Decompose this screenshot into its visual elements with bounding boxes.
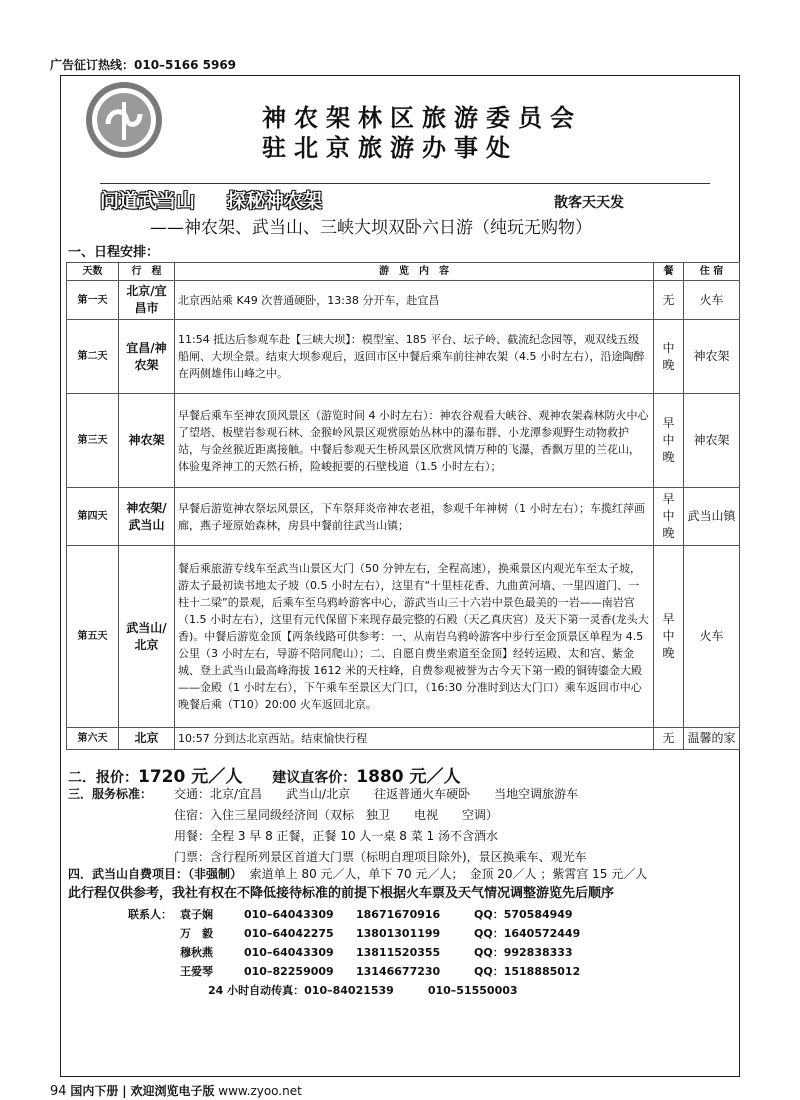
lodging-cell: 火车 bbox=[684, 546, 740, 728]
day-cell: 第四天 bbox=[67, 488, 119, 546]
contact-tel: 010–64043309 bbox=[244, 908, 334, 921]
content-cell: 11:54 抵达后参观车赴【三峡大坝】：模型室、185 平台、坛子岭、截流纪念园等，观双线五级船闸、大坝全景。结束大坝参观后，返回市区中餐后乘车前往神农架（4.5 小时左右），沿途陶醉在两侧雄伟山峰之中。 bbox=[175, 320, 654, 394]
contact-mobile: 13801301199 bbox=[356, 927, 441, 940]
org-name-line1: 神农架林区旅游委员会 bbox=[262, 104, 582, 132]
route-cell: 神农架 bbox=[119, 394, 175, 488]
day-cell: 第二天 bbox=[67, 320, 119, 394]
contact-qq: QQ：570584949 bbox=[474, 908, 573, 921]
route-cell: 北京/宜昌市 bbox=[119, 281, 175, 320]
self-pay-text: 索道单上 80 元／人，单下 70 元／人； 金顶 20／人 ；紫霄宫 15 元／人 bbox=[249, 867, 648, 881]
itinerary-table bbox=[66, 262, 740, 750]
lodging-cell: 神农架 bbox=[684, 320, 740, 394]
service-lodging: 住宿：入住三星同级经济间（双标 独卫 电视 空调） bbox=[174, 808, 499, 822]
lodging-cell: 神农架 bbox=[684, 394, 740, 488]
route-cell: 宜昌/神农架 bbox=[119, 320, 175, 394]
list-item bbox=[128, 906, 580, 925]
suggested-price-label: 建议直客价： bbox=[272, 770, 357, 786]
day-cell: 第一天 bbox=[67, 281, 119, 320]
route-cell: 武当山/北京 bbox=[119, 546, 175, 728]
header-route: 行 程 bbox=[119, 263, 175, 281]
service-tickets: 门票：含行程所列景区首道大门票（标明自理项目除外)，景区换乘车、观光车 bbox=[174, 850, 587, 864]
route-cell: 北京 bbox=[119, 728, 175, 750]
price-label: 二．报价： bbox=[68, 770, 138, 786]
price-line bbox=[68, 762, 460, 787]
contacts-label: 联系人： bbox=[128, 908, 172, 921]
meal-cell: 无 bbox=[654, 281, 684, 320]
header-lodging: 住 宿 bbox=[684, 263, 740, 281]
content-cell: 餐后乘旅游专线车至武当山景区大门（50 分钟左右，全程高速），换乘景区内观光车至太子坡，游太子最初读书地太子坡（0.5 小时左右），这里有“十里桂花香、九曲黄河墙、一里四道门、一柱十二梁”的景观，后乘车至乌鸦岭游客中心，游武当山三十六岩中景色最美的一岩——南岩宫（1.5 小时左右），这里有元代保留下来现存最完整的石殿（天乙真庆宫）及天下第一灵香(龙头大香)。中餐后游览金顶【两条线路可供参考：一、从南岩乌鸦岭游客中步行至金顶景区单程为 4.5 公里（3 小时左右，导游不陪同爬山）；二、自愿自费坐索道至金顶】经转运殿、太和宫、紫金城、登上武当山最高峰海拔 1612 米的天柱峰，自费参观被誉为古今天下第一殿的铜铸鎏金大殿——金殿（1 小时左右），下午乘车至景区大门口，（16:30 分准时到达大门口）乘车返回市中心晚餐后乘（T10）20:00 火车返回北京。 bbox=[175, 546, 654, 728]
table-row bbox=[67, 488, 740, 546]
content-cell: 早餐后游览神农祭坛风景区，下车祭拜炎帝神农老祖，参观千年神树（1 小时左右）；车揽红萍画廊，燕子垭原始森林，房县中餐前往武当山镇； bbox=[175, 488, 654, 546]
footer-url: www.zyoo.net bbox=[218, 1084, 302, 1098]
tour-slogan bbox=[100, 186, 322, 213]
content-cell: 10:57 分到达北京西站。结束愉快行程 bbox=[175, 728, 654, 750]
day-cell: 第三天 bbox=[67, 394, 119, 488]
route-cell: 神农架/武当山 bbox=[119, 488, 175, 546]
self-pay-label: 四．武当山自费项目：（非强制） bbox=[68, 867, 243, 881]
header-meal: 餐 bbox=[654, 263, 684, 281]
lodging-cell: 温馨的家 bbox=[684, 728, 740, 750]
day-cell: 第六天 bbox=[67, 728, 119, 750]
fax-number-2: 010–51550003 bbox=[427, 984, 518, 997]
services-label: 三．服务标准： bbox=[68, 787, 153, 801]
price-value: 1720 元／人 bbox=[138, 767, 243, 787]
ad-hotline: 广告征订热线：010–5166 5969 bbox=[50, 58, 237, 72]
list-item bbox=[128, 963, 580, 982]
contact-tel: 010–82259009 bbox=[244, 965, 334, 978]
contact-name: 穆秋燕 bbox=[180, 946, 213, 959]
meal-cell: 无 bbox=[654, 728, 684, 750]
contact-mobile: 13811520355 bbox=[356, 946, 441, 959]
contact-name: 万 毅 bbox=[180, 927, 213, 940]
list-item bbox=[128, 925, 580, 944]
fax-line bbox=[208, 982, 580, 1001]
content-cell: 早餐后乘车至神农顶风景区（游览时间 4 小时左右）：神农谷观看大峡谷、观神农架森林防火中心了望塔、板壁岩参观石林、金猴岭风景区观赏原始丛林中的瀑布群、小龙潭参观野生动物救护站，与金丝猴近距离接触。中餐后参观天生桥风景区欣赏风情万种的飞瀑，香飘万里的兰花山，体验鬼斧神工的天然石桥，险峻扼要的石壁栈道（1.5 小时左右）； bbox=[175, 394, 654, 488]
table-row bbox=[67, 728, 740, 750]
table-row bbox=[67, 320, 740, 394]
itinerary-notice: 此行程仅供参考，我社有权在不降低接待标准的前提下根据火车票及天气情况调整游览先后顺序 bbox=[68, 886, 615, 901]
contact-name: 袁子娴 bbox=[180, 908, 213, 921]
footer-section: 国内下册 bbox=[70, 1084, 119, 1098]
service-meals: 用餐：全程 3 早 8 正餐，正餐 10 人一桌 8 菜 1 汤不含酒水 bbox=[174, 829, 498, 843]
contact-mobile: 18671670916 bbox=[356, 908, 441, 921]
slogan-part2: 探秘神农架 bbox=[227, 190, 323, 212]
suggested-price-value: 1880 元／人 bbox=[356, 767, 461, 787]
contact-tel: 010–64042275 bbox=[244, 927, 334, 940]
slogan-part1: 问道武当山 bbox=[100, 190, 196, 212]
tour-subtitle: ——神农架、武当山、三峡大坝双卧六日游（纯玩无购物） bbox=[150, 218, 592, 238]
header-day: 天数 bbox=[67, 263, 119, 281]
table-row bbox=[67, 394, 740, 488]
fax-label: 24 小时自动传真： bbox=[208, 984, 305, 997]
itinerary-header-row bbox=[67, 263, 740, 281]
footer-cta: 欢迎浏览电子版 bbox=[130, 1084, 215, 1098]
daily-departure-note: 散客天天发 bbox=[554, 195, 624, 211]
title-rule bbox=[100, 183, 710, 184]
meal-cell: 早中晚 bbox=[654, 546, 684, 728]
contacts-block bbox=[128, 906, 580, 1001]
self-pay-items bbox=[68, 865, 647, 882]
fax-number-1: 010–84021539 bbox=[304, 984, 394, 997]
footer-separator: | bbox=[122, 1084, 127, 1098]
contact-qq: QQ：1518885012 bbox=[474, 965, 581, 978]
schedule-heading: 一、日程安排： bbox=[68, 245, 160, 260]
page-footer bbox=[50, 1082, 302, 1099]
table-row bbox=[67, 281, 740, 320]
contact-name: 王爱琴 bbox=[180, 965, 213, 978]
contact-qq: QQ：992838333 bbox=[474, 946, 573, 959]
meal-cell: 早中晚 bbox=[654, 394, 684, 488]
content-cell: 北京西站乘 K49 次普通硬卧，13:38 分开车，赴宜昌 bbox=[175, 281, 654, 320]
page-number: 94 bbox=[50, 1084, 67, 1099]
contact-qq: QQ：1640572449 bbox=[474, 927, 581, 940]
service-standards bbox=[68, 785, 587, 869]
meal-cell: 中晚 bbox=[654, 320, 684, 394]
org-name-line2: 驻北京旅游办事处 bbox=[262, 134, 518, 162]
header-content: 游 览 内 容 bbox=[175, 263, 654, 281]
contact-tel: 010–64043309 bbox=[244, 946, 334, 959]
contact-mobile: 13146677230 bbox=[356, 965, 441, 978]
service-transport: 交通：北京/宜昌 武当山/北京 往返普通火车硬卧 当地空调旅游车 bbox=[174, 787, 579, 801]
lodging-cell: 武当山镇 bbox=[684, 488, 740, 546]
table-row bbox=[67, 546, 740, 728]
meal-cell: 早中晚 bbox=[654, 488, 684, 546]
day-cell: 第五天 bbox=[67, 546, 119, 728]
lodging-cell: 火车 bbox=[684, 281, 740, 320]
list-item bbox=[128, 944, 580, 963]
shennongjia-logo bbox=[84, 80, 164, 160]
